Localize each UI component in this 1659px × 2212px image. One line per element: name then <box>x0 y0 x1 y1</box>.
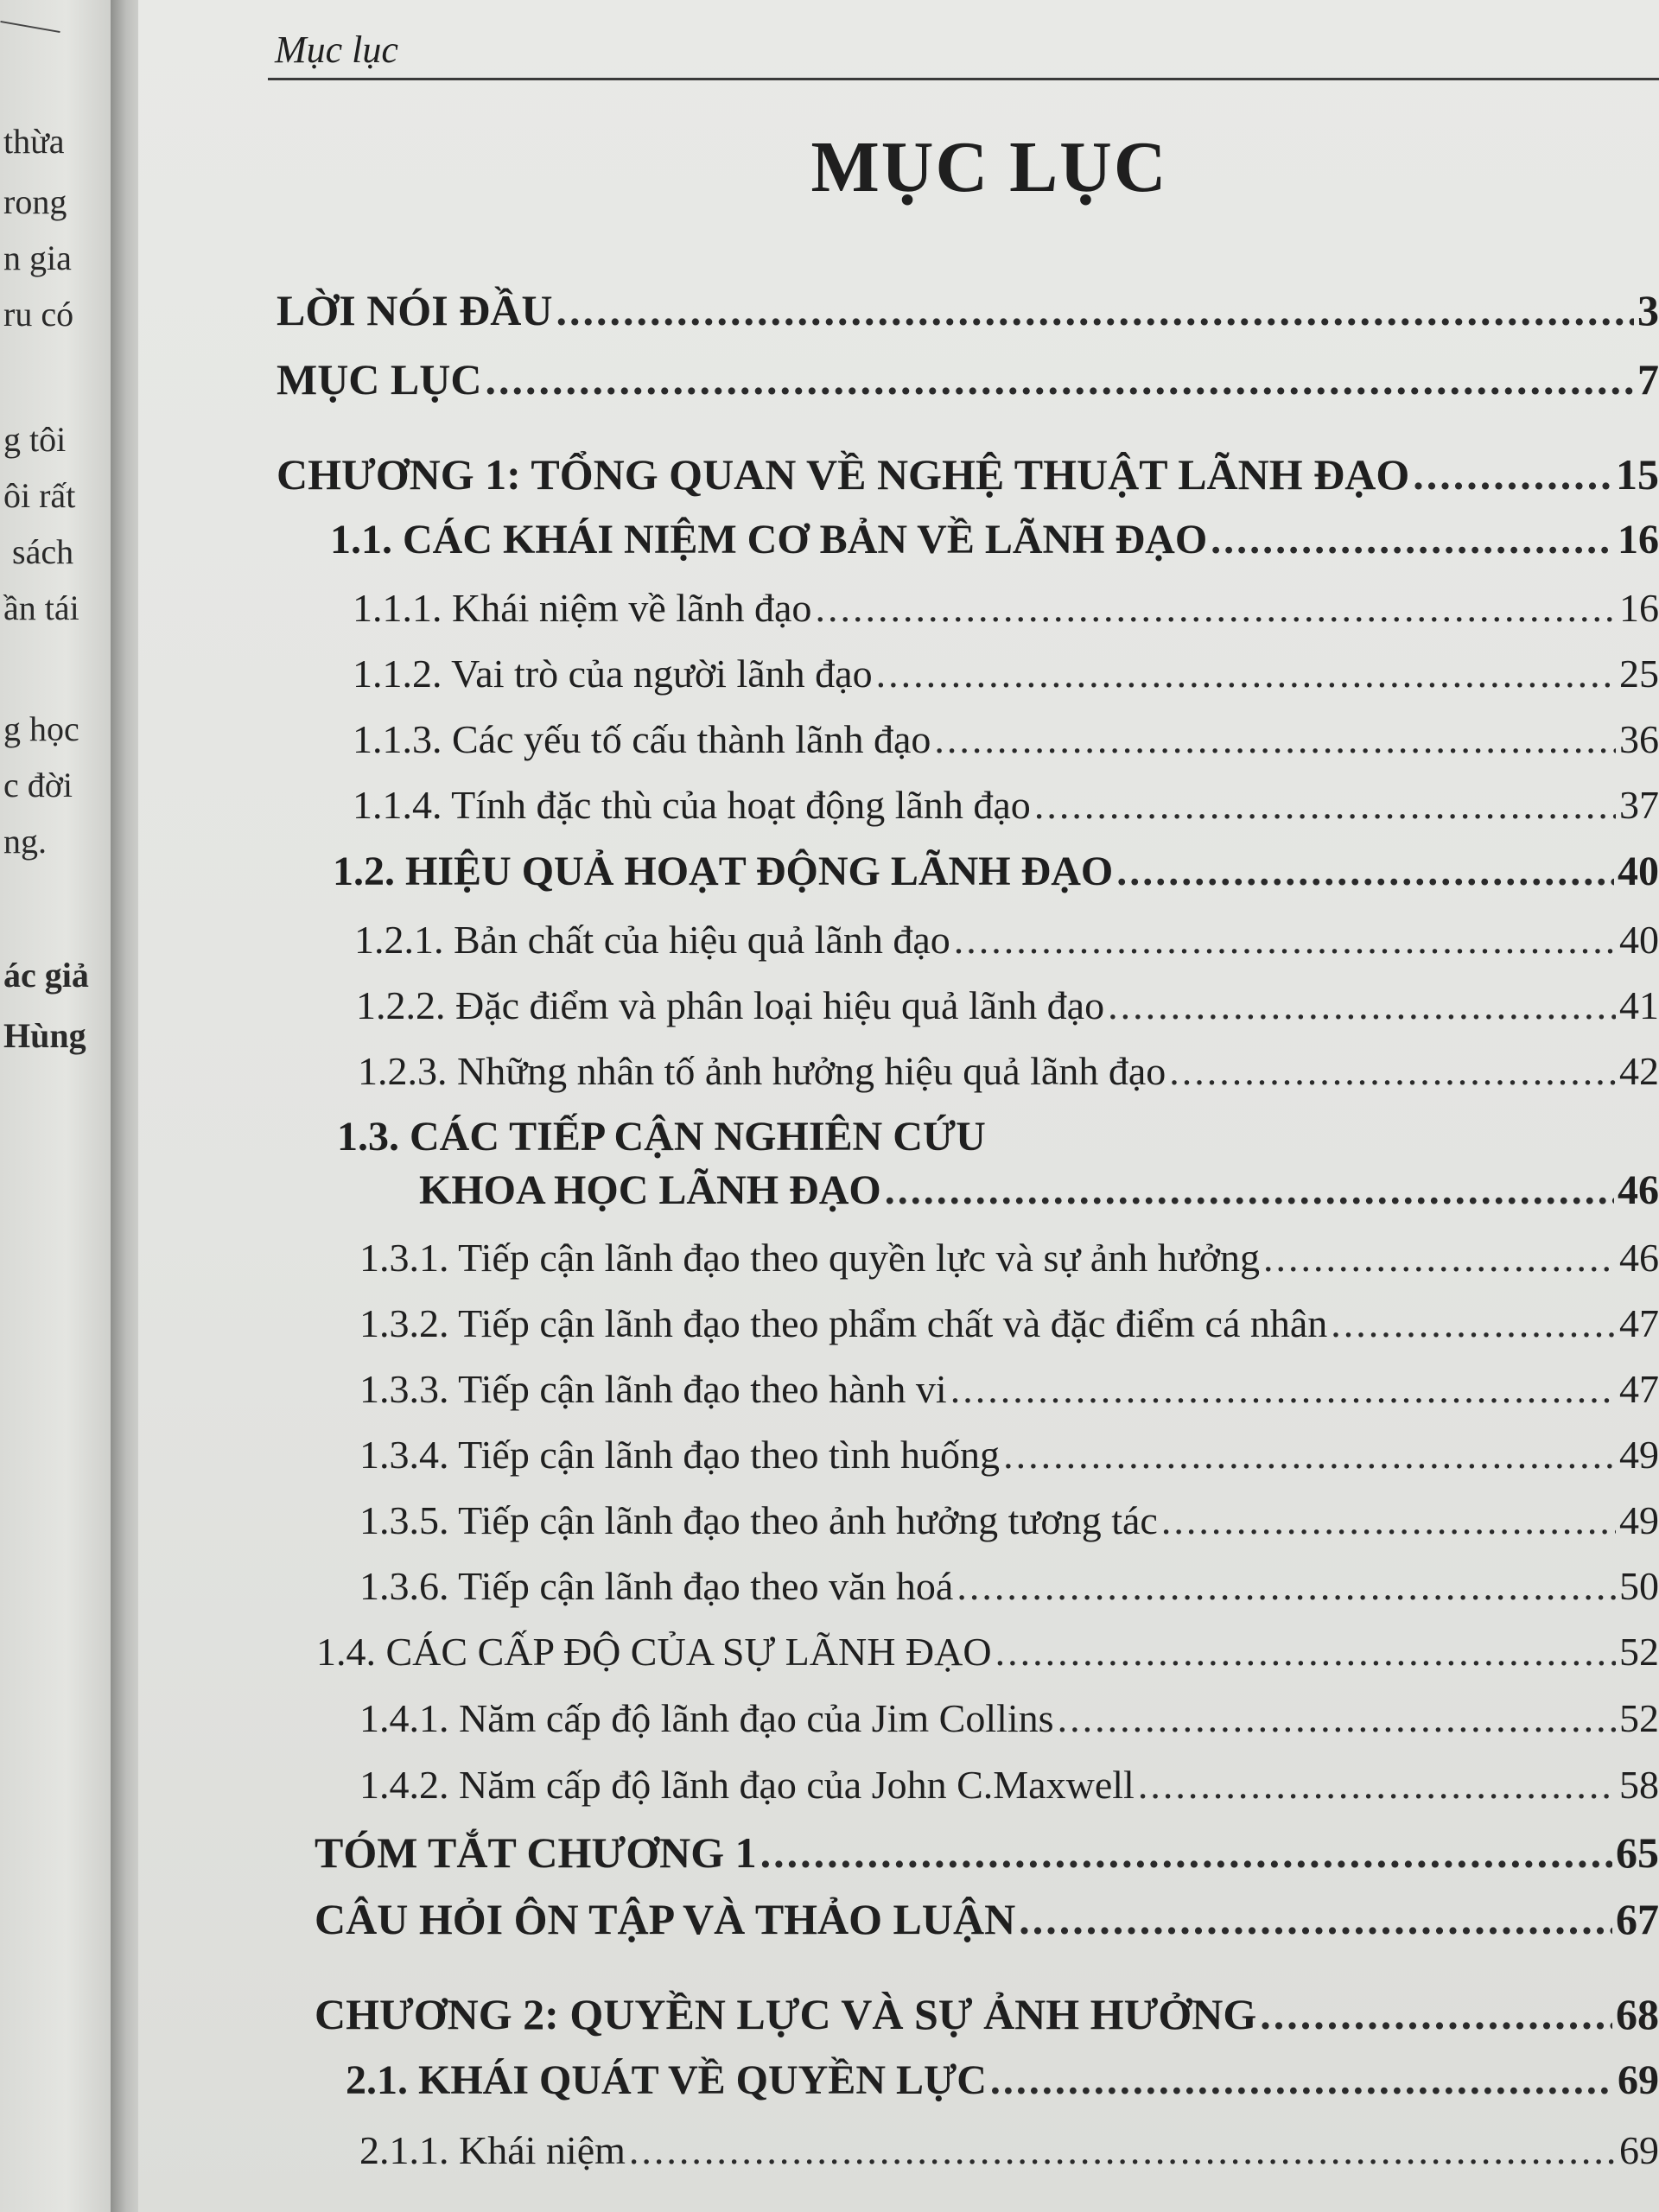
running-head-title: Mục lục <box>275 29 398 71</box>
toc-subsection: 1.3.4. Tiếp cận lãnh đạo theo tình huống ..... 49 <box>359 1432 1659 1478</box>
left-page-fragment: thừa <box>3 122 65 161</box>
toc-subsection: 1.2.3. Những nhân tố ảnh hưởng hiệu quả lãnh đạo ..... 42 <box>358 1048 1659 1094</box>
toc-subsection: 2.1.1. Khái niệm ..... 69 <box>359 2127 1659 2173</box>
left-page-fragment: Hùng <box>3 1016 86 1055</box>
toc-chapter: CHƯƠNG 1: TỔNG QUAN VỀ NGHỆ THUẬT LÃNH ĐẠO ..... 15 <box>276 449 1659 499</box>
toc-subsection: 1.3.6. Tiếp cận lãnh đạo theo văn hoá ..... 50 <box>359 1563 1659 1609</box>
toc-entry: TÓM TẮT CHƯƠNG 1 ..... 65 <box>315 1827 1659 1878</box>
left-page-fragment: ru có <box>3 295 74 334</box>
left-facing-page <box>0 0 111 2212</box>
toc-entry: CÂU HỎI ÔN TẬP VÀ THẢO LUẬN ..... 67 <box>315 1894 1659 1944</box>
toc-subsection: 1.1.3. Các yếu tố cấu thành lãnh đạo ..... 36 <box>353 716 1659 762</box>
toc-subsection: 1.1.1. Khái niệm về lãnh đạo ..... 16 <box>353 585 1659 631</box>
toc-chapter: CHƯƠNG 2: QUYỀN LỰC VÀ SỰ ẢNH HƯỞNG ..... 68 <box>315 1989 1659 2039</box>
left-page-fragment: n gia <box>3 238 72 277</box>
toc-section: 2.1. KHÁI QUÁT VỀ QUYỀN LỰC ..... 69 <box>346 2056 1659 2104</box>
left-page-fragment: rong <box>3 182 67 221</box>
toc-entry: LỜI NÓI ĐẦU ..... 3 <box>276 285 1659 335</box>
toc-subsection: 1.3.5. Tiếp cận lãnh đạo theo ảnh hưởng tương tác ..... 49 <box>359 1497 1659 1543</box>
toc-section: 1.3. CÁC TIẾP CẬN NGHIÊN CỨU <box>337 1114 986 1160</box>
left-page-fragment: ần tái <box>3 588 79 627</box>
toc-page <box>138 0 1659 2212</box>
toc-subsection: 1.4.1. Năm cấp độ lãnh đạo của Jim Collins ..... 52 <box>359 1695 1659 1741</box>
left-page-fragment: g học <box>3 709 79 748</box>
toc-section: 1.1. CÁC KHÁI NIỆM CƠ BẢN VỀ LÃNH ĐẠO ..... 16 <box>330 516 1659 563</box>
toc-section: 1.4. CÁC CẤP ĐỘ CỦA SỰ LÃNH ĐẠO ..... 52 <box>316 1629 1659 1675</box>
left-page-fragment: g tôi <box>3 420 67 459</box>
toc-section-continued: KHOA HỌC LÃNH ĐẠO ..... 46 <box>419 1166 1659 1214</box>
toc-subsection: 1.1.2. Vai trò của người lãnh đạo ..... 25 <box>353 651 1659 696</box>
left-page-fragment: ác giả <box>3 956 89 995</box>
toc-subsection: 1.2.2. Đặc điểm và phân loại hiệu quả lãnh đạo ..... 41 <box>356 982 1659 1028</box>
toc-title: MỤC LỤC <box>810 127 1168 207</box>
toc-section: 1.2. HIỆU QUẢ HOẠT ĐỘNG LÃNH ĐẠO ..... 40 <box>333 848 1659 895</box>
toc-subsection: 1.3.3. Tiếp cận lãnh đạo theo hành vi ..... 47 <box>359 1366 1659 1412</box>
running-head <box>268 24 1659 80</box>
left-page-fragment: ôi rất <box>3 476 76 515</box>
toc-subsection: 1.4.2. Năm cấp độ lãnh đạo của John C.Maxwell ..... 58 <box>359 1762 1659 1808</box>
left-page-fragment: sách <box>12 532 74 571</box>
left-page-fragment: ng. <box>3 822 47 861</box>
left-page-fragment: c đời <box>3 766 73 804</box>
toc-entry: MỤC LỤC ..... 7 <box>276 354 1659 404</box>
toc-subsection: 1.3.1. Tiếp cận lãnh đạo theo quyền lực và sự ảnh hưởng ..... 46 <box>359 1235 1659 1281</box>
toc-subsection: 1.1.4. Tính đặc thù của hoạt động lãnh đạo ..... 37 <box>353 782 1659 828</box>
left-page-rule <box>0 21 60 33</box>
toc-subsection: 1.3.2. Tiếp cận lãnh đạo theo phẩm chất và đặc điểm cá nhân ..... 47 <box>359 1300 1659 1346</box>
toc-subsection: 1.2.1. Bản chất của hiệu quả lãnh đạo ..... 40 <box>354 917 1659 963</box>
